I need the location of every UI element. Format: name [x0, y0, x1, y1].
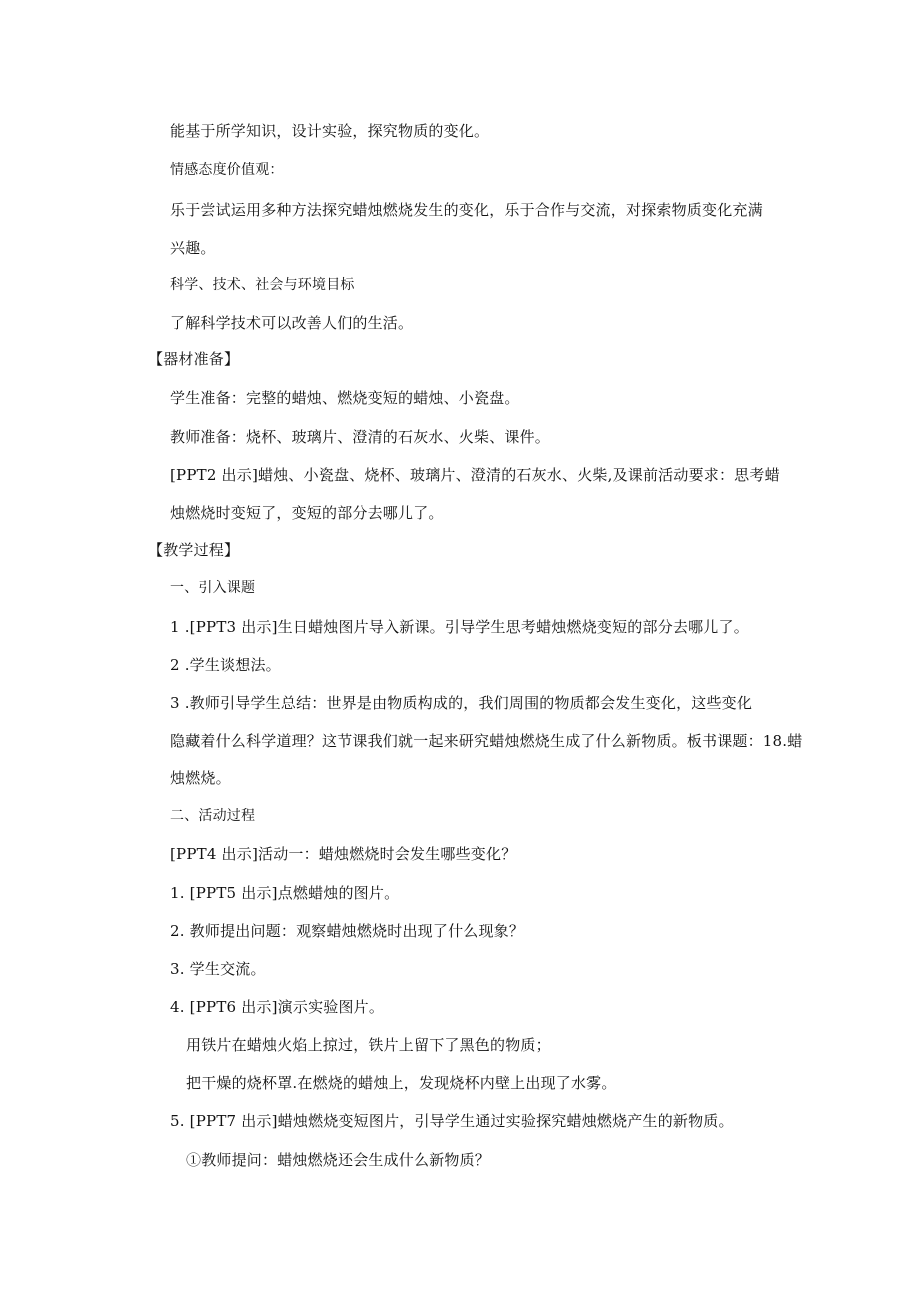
text-line: 隐藏着什么科学道理？这节课我们就一起来研究蜡烛燃烧生成了什么新物质。板书课题：18.蜡	[170, 732, 803, 750]
text-line: 学生准备：完整的蜡烛、燃烧变短的蜡烛、小瓷盘。	[170, 389, 520, 407]
section-heading: 【教学过程】	[148, 541, 240, 559]
list-item: 3. 学生交流。	[170, 960, 266, 978]
text-line: ①教师提问：蜡烛燃烧还会生成什么新物质？	[186, 1151, 491, 1169]
subsection-heading: 一、引入课题	[170, 580, 256, 596]
list-item: 5. [PPT7 出示]蜡烛燃烧变短图片，引导学生通过实验探究蜡烛燃烧产生的新物质。	[170, 1112, 734, 1130]
subsection-heading: 二、活动过程	[170, 808, 256, 824]
text-line: 把干燥的烧杯罩.在燃烧的蜡烛上，发现烧杯内壁上出现了水雾。	[186, 1074, 617, 1092]
list-item: 3 .教师引导学生总结：世界是由物质构成的，我们周围的物质都会发生变化，这些变化	[170, 694, 753, 712]
list-item: 1 .[PPT3 出示]生日蜡烛图片导入新课。引导学生思考蜡烛燃烧变短的部分去哪儿了。	[170, 618, 749, 636]
text-line: 教师准备：烧杯、玻璃片、澄清的石灰水、火柴、课件。	[170, 428, 551, 446]
text-line: 烛燃烧时变短了，变短的部分去哪儿了。	[170, 504, 444, 522]
text-line: 了解科学技术可以改善人们的生活。	[170, 314, 414, 332]
list-item: 4. [PPT6 出示]演示实验图片。	[170, 998, 385, 1016]
section-heading: 科学、技术、社会与环境目标	[170, 277, 355, 293]
text-line: [PPT4 出示]活动一：蜡烛燃烧时会发生哪些变化？	[170, 845, 517, 863]
text-line: [PPT2 出示]蜡烛、小瓷盘、烧杯、玻璃片、澄清的石灰水、火柴,及课前活动要求：思考蜡	[170, 466, 780, 484]
list-item: 1. [PPT5 出示]点燃蜡烛的图片。	[170, 884, 400, 902]
text-line: 用铁片在蜡烛火焰上掠过，铁片上留下了黑色的物质；	[186, 1036, 551, 1054]
text-line: 乐于尝试运用多种方法探究蜡烛燃烧发生的变化，乐于合作与交流，对探索物质变化充满	[170, 201, 763, 219]
list-item: 2. 教师提出问题：观察蜡烛燃烧时出现了什么现象？	[170, 922, 525, 940]
section-heading: 情感态度价值观：	[170, 162, 284, 178]
text-line: 烛燃烧。	[170, 769, 231, 787]
text-line: 兴趣。	[170, 239, 216, 257]
section-heading: 【器材准备】	[148, 350, 240, 368]
text-line: 能基于所学知识，设计实验，探究物质的变化。	[170, 122, 490, 140]
list-item: 2 .学生谈想法。	[170, 656, 281, 674]
